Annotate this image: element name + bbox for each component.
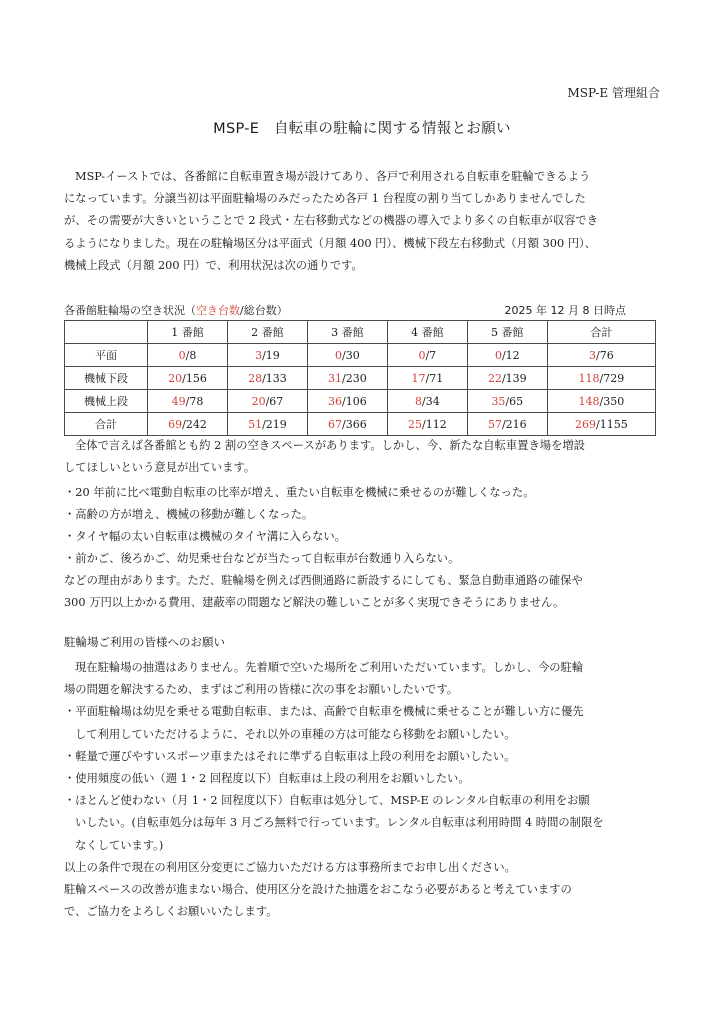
table-row [65, 390, 656, 413]
table-cell [148, 390, 228, 413]
column-header: 5 番館 [467, 321, 547, 344]
situation-line-5: ・前かご、後ろかご、幼児乗せ台などが当たって自転車が台数通り入らない。 [64, 552, 460, 565]
text-line: ・使用頻度の低い（週 1・2 回程度以下）自転車は上段の利用をお願いしたい。 [64, 772, 470, 786]
total-count: /78 [185, 394, 204, 408]
free-count: 57 [487, 417, 502, 431]
table-row [65, 344, 656, 367]
situation-line-7: 300 万円以上かかる費用、建蔽率の問題など解決の難しいことが多く実現できそうにありません。 [64, 596, 565, 609]
total-count: /34 [421, 394, 440, 408]
table-caption [64, 302, 664, 318]
text-line: になっています。分譲当初は平面駐輪場のみだったため各戸 1 台程度の割り当てしかありませんでした [64, 192, 586, 206]
free-count: 67 [328, 417, 343, 431]
free-count: 20 [251, 394, 266, 408]
request-section-title: 駐輪場ご利用の皆様へのお願い [64, 635, 225, 649]
table-cell [307, 390, 387, 413]
free-count: 148 [578, 394, 600, 408]
situation-line-3: ・高齢の方が増え、機械の移動が難しくなった。 [64, 508, 314, 521]
intro-paragraph [64, 166, 664, 277]
situation-line-4: ・タイヤ幅の太い自転車は機械のタイヤ溝に入らない。 [64, 530, 346, 543]
table-cell [547, 413, 655, 436]
total-count: /366 [342, 417, 367, 431]
total-count: /112 [421, 417, 447, 431]
free-count: 49 [171, 394, 186, 408]
table-cell [387, 367, 467, 390]
request-paragraph [64, 657, 664, 923]
total-count: /65 [505, 394, 524, 408]
text-line: MSP-イーストでは、各番館に自転車置き場が設けてあり、各戸で利用される自転車を駐輪できるよう [75, 170, 591, 183]
text-line: いしたい。(自転車処分は毎年 3 月ごろ無料で行っています。レンタル自転車は利用時間 4 時間の制限を [75, 816, 604, 830]
table-cell [547, 344, 655, 367]
total-count: /729 [599, 371, 625, 385]
free-count: 3 [255, 348, 263, 362]
caption-free-label: 空き台数 [196, 304, 240, 317]
table-cell [547, 367, 655, 390]
caption-suffix: /総台数） [240, 304, 288, 317]
table-body [65, 344, 656, 436]
table-cell [227, 390, 307, 413]
table-row [65, 367, 656, 390]
table-cell [148, 344, 228, 367]
total-count: /350 [599, 394, 625, 408]
free-count: 28 [248, 371, 263, 385]
table-cell [307, 344, 387, 367]
as-of-date: 2025 年 12 月 8 日時点 [504, 304, 626, 317]
total-count: /133 [262, 371, 287, 385]
total-count: /71 [425, 371, 444, 385]
total-count: /67 [265, 394, 284, 408]
table-cell [387, 390, 467, 413]
total-count: /8 [185, 348, 197, 362]
text-line: ・軽量で運びやすいスポーツ車またはそれに準ずる自転車は上段の利用をお願いしたい。 [64, 749, 516, 763]
row-label: 機械上段 [65, 390, 148, 413]
table-cell [148, 367, 228, 390]
total-count: /19 [262, 348, 280, 362]
column-header: 合計 [547, 321, 655, 344]
text-line: で、ご協力をよろしくお願いいたします。 [64, 905, 278, 919]
total-count: /12 [501, 348, 520, 362]
situation-line-1: してほしいという意見が出ています。 [64, 461, 256, 474]
free-count: 22 [487, 371, 502, 385]
text-line: なくしています。) [75, 838, 164, 852]
free-count: 8 [414, 394, 422, 408]
organization-name: MSP-E 管理組合 [567, 86, 660, 100]
free-count: 25 [407, 417, 422, 431]
free-count: 3 [589, 348, 597, 362]
text-line: るようになりました。現在の駐輪場区分は平面式（月額 400 円）、機械下段左右移動式（月額 300 円）、 [64, 236, 596, 250]
total-count: /7 [425, 348, 437, 362]
total-count: /219 [262, 417, 287, 431]
table-cell [467, 367, 547, 390]
free-count: 0 [178, 348, 186, 362]
total-count: /156 [182, 371, 207, 385]
total-count: /1155 [596, 417, 628, 431]
free-count: 0 [418, 348, 426, 362]
table-cell [307, 413, 387, 436]
total-count: /76 [596, 348, 614, 362]
total-count: /30 [342, 348, 360, 362]
total-count: /242 [182, 417, 207, 431]
table-cell [467, 390, 547, 413]
table-cell [227, 344, 307, 367]
free-count: 51 [248, 417, 263, 431]
text-line: ・ほとんど使わない（月 1・2 回程度以下）自転車は処分して、MSP-E のレンタル自転車の利用をお願 [64, 794, 590, 808]
total-count: /106 [342, 394, 367, 408]
row-label: 平面 [65, 344, 148, 367]
row-label: 機械下段 [65, 367, 148, 390]
caption-prefix: 各番館駐輪場の空き状況（ [64, 304, 196, 317]
text-line: 現在駐輪場の抽選はありません。先着順で空いた場所をご利用いただいています。しかし、今の駐輪 [75, 661, 584, 674]
column-header: 4 番館 [387, 321, 467, 344]
free-count: 35 [491, 394, 506, 408]
text-line: ・平面駐輪場は幼児を乗せる電動自転車、または、高齢で自転車を機械に乗せることが難しい方に優先 [64, 705, 584, 719]
column-header: 1 番館 [148, 321, 228, 344]
table-cell [307, 367, 387, 390]
text-line: 機械上段式（月額 200 円）で、利用状況は次の通りです。 [64, 258, 363, 272]
text-line: 場の問題を解決するため、まずはご利用の皆様に次の事をお願いしたいです。 [64, 683, 459, 697]
free-count: 31 [328, 371, 343, 385]
table-cell [387, 413, 467, 436]
table-cell [227, 413, 307, 436]
free-count: 17 [411, 371, 426, 385]
situation-line-0: 全体で言えば各番館とも約 2 割の空きスペースがあります。しかし、今、新たな自転車置き場を増設 [75, 439, 585, 452]
total-count: /216 [501, 417, 527, 431]
text-line: 駐輪スペースの改善が進まない場合、使用区分を設けた抽選をおこなう必要があると考えていますの [64, 883, 572, 897]
free-count: 118 [578, 371, 600, 385]
free-count: 269 [575, 417, 597, 431]
free-count: 20 [168, 371, 183, 385]
table-cell [547, 390, 655, 413]
free-count: 0 [335, 348, 343, 362]
text-line: が、その需要が大きいということで 2 段式・左右移動式などの機器の導入でより多くの自転車が収容でき [64, 214, 599, 228]
row-label: 合計 [65, 413, 148, 436]
table-header-row [65, 321, 656, 344]
free-count: 0 [494, 348, 502, 362]
table-cell [148, 413, 228, 436]
column-header: 3 番館 [307, 321, 387, 344]
column-header: 2 番館 [227, 321, 307, 344]
table-cell [467, 413, 547, 436]
text-line: 以上の条件で現在の利用区分変更にご協力いただける方は事務所までお申し出ください。 [64, 860, 516, 874]
text-line: して利用していただけるように、それ以外の車種の方は可能なら移動をお願いしたい。 [75, 727, 516, 741]
total-count: /230 [342, 371, 367, 385]
corner-cell [65, 321, 148, 344]
table-row [65, 413, 656, 436]
parking-availability-table [64, 320, 656, 436]
situation-line-2: ・20 年前に比べ電動自転車の比率が増え、重たい自転車を機械に乗せるのが難しくなった。 [64, 486, 535, 499]
table-cell [387, 344, 467, 367]
table-cell [227, 367, 307, 390]
table-cell [467, 344, 547, 367]
free-count: 69 [168, 417, 183, 431]
situation-line-6: などの理由があります。ただ、駐輪場を例えば西側通路に新設するにしても、緊急自動車通路の確保や [64, 574, 583, 587]
page-title: MSP-E 自転車の駐輪に関する情報とお願い [213, 121, 511, 137]
total-count: /139 [501, 371, 527, 385]
free-count: 36 [328, 394, 343, 408]
